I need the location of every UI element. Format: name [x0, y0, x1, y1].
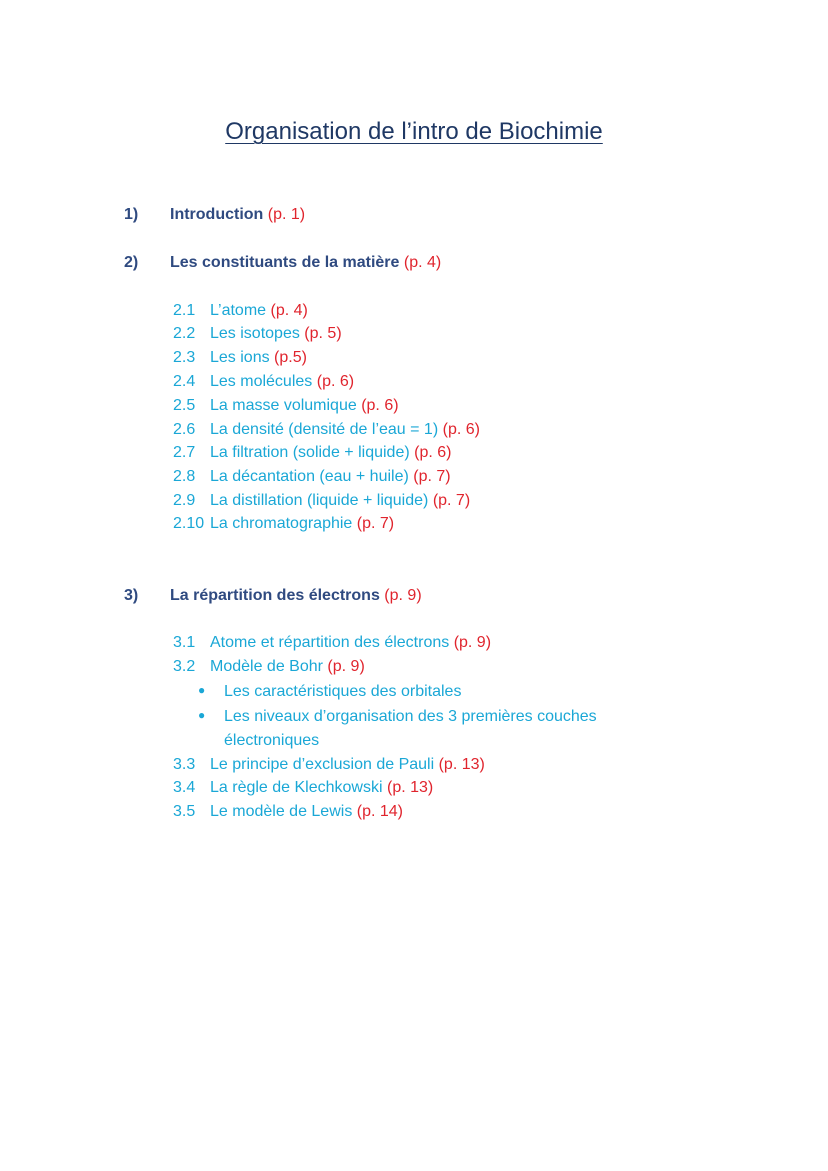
bullet-dot-icon: ●	[198, 683, 206, 697]
subsection-number: 2.6	[173, 421, 196, 438]
section-1	[124, 206, 305, 224]
subsection-label: L’atome	[210, 302, 267, 319]
page-ref: (p. 13)	[438, 756, 485, 773]
subsection-2-9	[173, 492, 470, 510]
subsection-label: La décantation (eau + huile)	[210, 468, 409, 485]
page-ref: (p. 14)	[356, 803, 404, 820]
page-ref: (p. 6)	[316, 373, 355, 390]
subsection-number: 3.2	[173, 658, 196, 675]
subsection-label: La chromatographie	[210, 515, 353, 532]
subsection-2-5	[173, 397, 399, 415]
subsection-label: La distillation (liquide + liquide)	[210, 492, 429, 509]
subsection-number: 2.9	[173, 492, 196, 509]
bullet-text-continuation: électroniques	[224, 732, 320, 749]
bullet-item	[198, 708, 597, 726]
subsection-label: La densité (densité de l’eau = 1)	[210, 421, 439, 438]
page-ref: (p. 6)	[361, 397, 399, 414]
subsection-3-2	[173, 658, 365, 676]
subsection-number: 2.8	[173, 468, 196, 485]
subsection-2-10	[173, 515, 394, 533]
subsection-label: Modèle de Bohr	[210, 658, 323, 675]
subsection-number: 3.3	[173, 756, 196, 773]
page-ref: (p. 4)	[403, 254, 442, 271]
section-label: Les constituants de la matière	[170, 254, 400, 271]
subsection-2-8	[173, 468, 451, 486]
subsection-number: 2.3	[173, 349, 196, 366]
subsection-2-4	[173, 373, 354, 391]
bullet-item	[198, 683, 461, 701]
subsection-number: 2.5	[173, 397, 196, 414]
subsection-number: 2.2	[173, 325, 196, 342]
section-label: Introduction	[170, 206, 264, 223]
page-ref: (p. 9)	[453, 634, 492, 651]
page-ref: (p. 4)	[270, 302, 308, 319]
section-3	[124, 587, 422, 605]
section-number: 2)	[124, 254, 139, 271]
page-ref: (p. 9)	[384, 587, 422, 604]
section-label: La répartition des électrons	[170, 587, 380, 604]
section-2	[124, 254, 441, 272]
bullet-text: Les caractéristiques des orbitales	[224, 683, 462, 700]
subsection-label: Atome et répartition des électrons	[210, 634, 450, 651]
page-ref: (p. 7)	[356, 515, 395, 532]
subsection-label: La règle de Klechkowski	[210, 779, 383, 796]
subsection-label: Le modèle de Lewis	[210, 803, 353, 820]
page-ref: (p. 6)	[414, 444, 452, 461]
document-title: Organisation de l’intro de Biochimie	[225, 118, 603, 145]
bullet-text: Les niveaux d’organisation des 3 premières couches	[224, 708, 597, 725]
subsection-label: Les isotopes	[210, 325, 300, 342]
subsection-2-3	[173, 349, 307, 367]
subsection-number: 2.7	[173, 444, 196, 461]
page-ref: (p. 9)	[327, 658, 365, 675]
subsection-2-6	[173, 421, 480, 439]
page-ref: (p.5)	[274, 349, 307, 366]
subsection-number: 2.10	[173, 515, 205, 532]
section-number: 3)	[124, 587, 139, 604]
section-number: 1)	[124, 206, 139, 223]
page-ref: (p. 13)	[387, 779, 434, 796]
subsection-3-4	[173, 779, 433, 797]
page-ref: (p. 7)	[413, 468, 451, 485]
subsection-number: 3.1	[173, 634, 196, 651]
subsection-2-2	[173, 325, 342, 343]
subsection-label: La filtration (solide + liquide)	[210, 444, 410, 461]
subsection-3-5	[173, 803, 403, 821]
subsection-3-1	[173, 634, 491, 652]
subsection-number: 3.4	[173, 779, 196, 796]
subsection-number: 2.1	[173, 302, 196, 319]
page-ref: (p. 6)	[442, 421, 480, 438]
subsection-label: Le principe d’exclusion de Pauli	[210, 756, 435, 773]
subsection-number: 2.4	[173, 373, 196, 390]
page-ref: (p. 5)	[304, 325, 342, 342]
subsection-label: Les ions	[210, 349, 270, 366]
page-ref: (p. 1)	[267, 206, 306, 223]
subsection-label: Les molécules	[210, 373, 313, 390]
subsection-2-7	[173, 444, 451, 462]
subsection-label: La masse volumique	[210, 397, 357, 414]
subsection-3-3	[173, 756, 485, 774]
page-ref: (p. 7)	[432, 492, 471, 509]
subsection-number: 3.5	[173, 803, 196, 820]
bullet-dot-icon: ●	[198, 708, 206, 722]
subsection-2-1	[173, 302, 308, 320]
